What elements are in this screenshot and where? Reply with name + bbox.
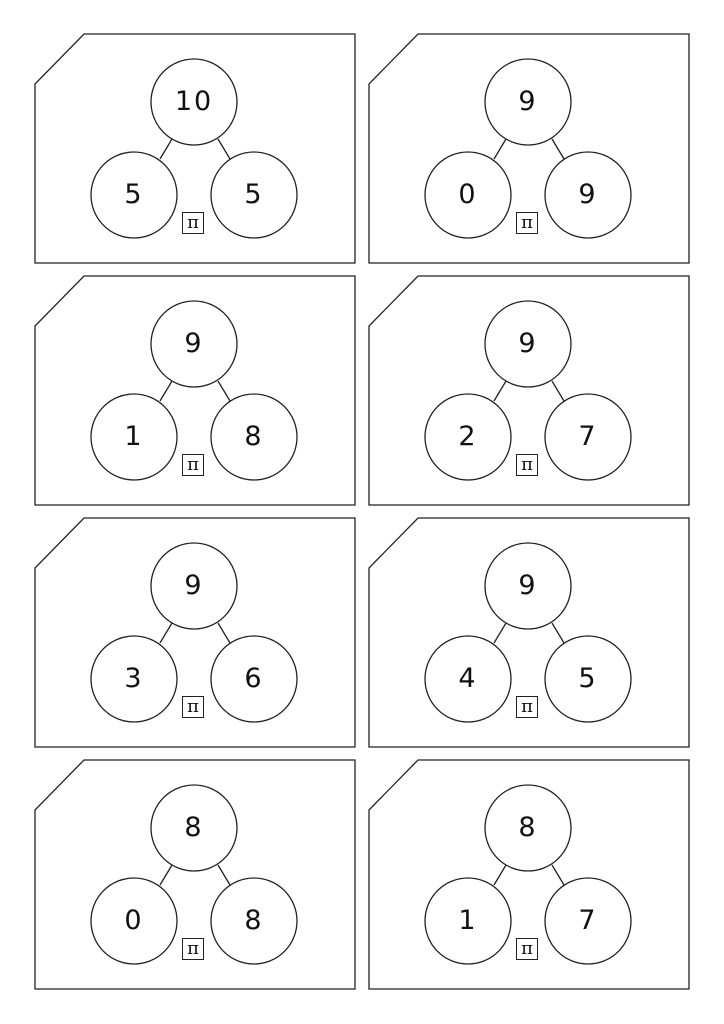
number-bond-card bbox=[34, 34, 356, 264]
part-right-number: 8 bbox=[244, 905, 264, 936]
number-bond-card bbox=[368, 34, 690, 264]
part-left-number: 1 bbox=[124, 421, 144, 452]
part-left-number: 4 bbox=[458, 663, 478, 694]
part-right-number: 7 bbox=[578, 905, 598, 936]
part-right-number: 7 bbox=[578, 421, 598, 452]
part-left-number: 0 bbox=[124, 905, 144, 936]
pi-logo-icon: π bbox=[182, 938, 204, 960]
whole-number: 8 bbox=[184, 812, 204, 843]
number-bond-card bbox=[34, 760, 356, 990]
part-right-number: 5 bbox=[578, 663, 598, 694]
part-right-number: 5 bbox=[244, 179, 264, 210]
whole-number: 10 bbox=[174, 86, 214, 117]
part-right-number: 9 bbox=[578, 179, 598, 210]
pi-logo-icon: π bbox=[182, 454, 204, 476]
pi-logo-icon: π bbox=[182, 212, 204, 234]
part-left-number: 0 bbox=[458, 179, 478, 210]
pi-logo-icon: π bbox=[516, 938, 538, 960]
whole-number: 8 bbox=[518, 812, 538, 843]
pi-logo-icon: π bbox=[182, 696, 204, 718]
number-bond-card bbox=[368, 518, 690, 748]
part-left-number: 3 bbox=[124, 663, 144, 694]
whole-number: 9 bbox=[518, 86, 538, 117]
pi-logo-icon: π bbox=[516, 696, 538, 718]
part-left-number: 2 bbox=[458, 421, 478, 452]
whole-number: 9 bbox=[518, 570, 538, 601]
number-bond-card bbox=[368, 760, 690, 990]
whole-number: 9 bbox=[184, 328, 204, 359]
whole-number: 9 bbox=[184, 570, 204, 601]
part-right-number: 6 bbox=[244, 663, 264, 694]
whole-number: 9 bbox=[518, 328, 538, 359]
pi-logo-icon: π bbox=[516, 454, 538, 476]
number-bond-card bbox=[34, 276, 356, 506]
part-right-number: 8 bbox=[244, 421, 264, 452]
part-left-number: 5 bbox=[124, 179, 144, 210]
part-left-number: 1 bbox=[458, 905, 478, 936]
pi-logo-icon: π bbox=[516, 212, 538, 234]
number-bond-card bbox=[368, 276, 690, 506]
number-bond-card bbox=[34, 518, 356, 748]
